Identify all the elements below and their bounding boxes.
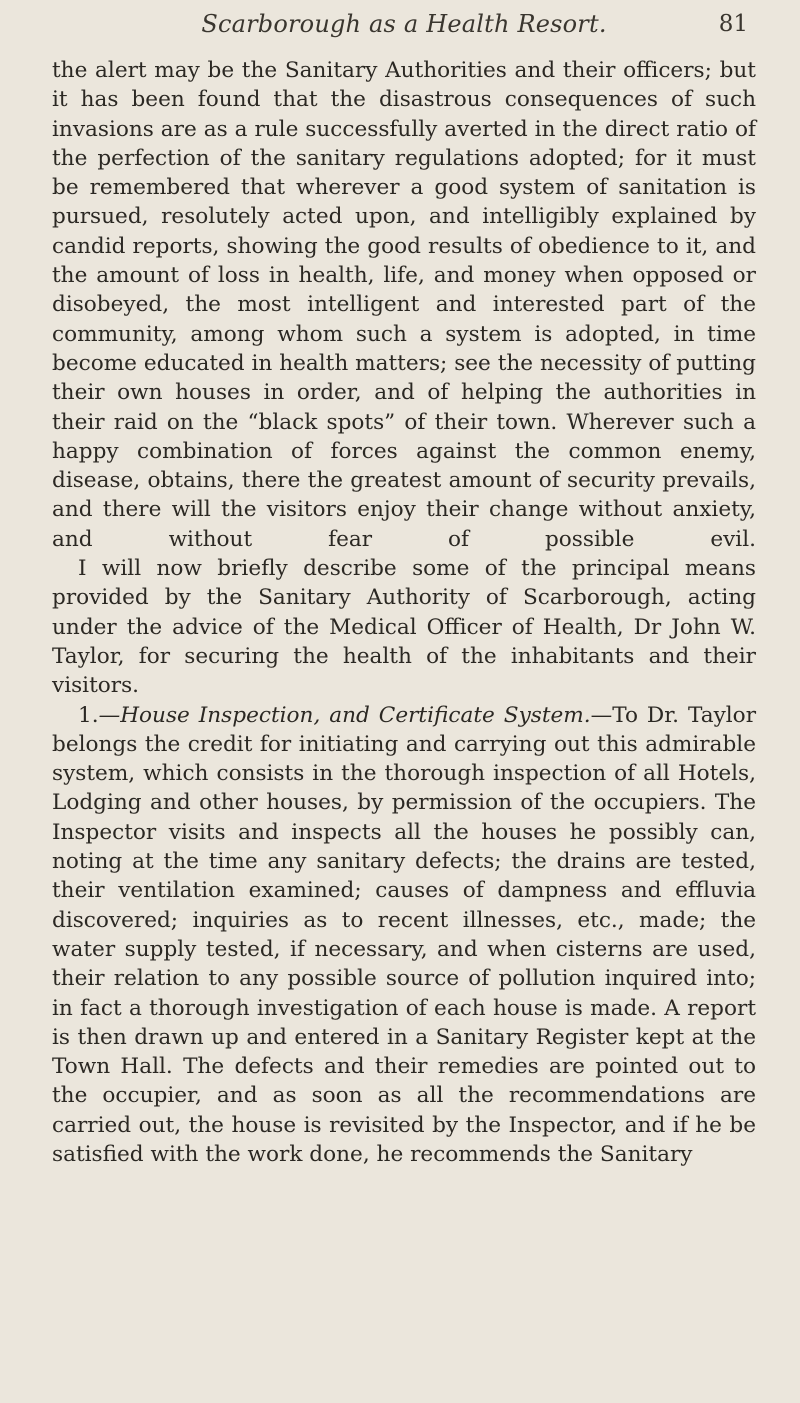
section-body: —To Dr. Taylor belongs the credit for initiating and carrying out this admirable system, which consists in the thorough inspection of all Hotels, Lodging and other houses, by permission of the occupiers. The Inspector visits and inspects all the houses he possibly can, noting at the time any sanitary defects; the drains are tested, their ventilation examined; causes of dampness and effluvia discovered; inquiries as to recent illnesses, etc., made; the water supply tested, if necessary, and when cisterns are used, their relation to any possible source of pollution inquired into; in fact a thorough investigation of each house is made. A report is then drawn up and entered in a Sanitary Register kept at the Town Hall. The defects and their remedies are pointed out to the occupier, and as soon as all the recommendations are carried out, the house is revisited by the Inspector, and if he be satisfied with the work done, he recommends the Sanitary: [52, 702, 757, 1167]
section-number: 1.: [78, 702, 99, 728]
paragraph-3: [52, 701, 756, 1170]
running-head: [52, 6, 756, 42]
paragraph-2: I will now briefly describe some of the principal means provided by the Sanitary Authority of Scarborough, acting under the advice of the Medical Officer of Health, Dr John W. Taylor, for securing the health of the inhabitants and their visitors.: [52, 556, 756, 699]
paragraph-1: the alert may be the Sanitary Authorities and their officers; but it has been found that the disastrous consequences of such invasions are as a rule successfully averted in the direct ratio of the perfection of the sanitary regulations adopted; for it must be remembered that wherever a good system of sanitation is pursued, resolutely acted upon, and intelligibly explained by candid reports, showing the good results of obedience to it, and the amount of loss in health, life, and money when opposed or disobeyed, the most intelligent and interested part of the community, among whom such a system is adopted, in time become educated in health matters; see the necessity of putting their own houses in order, and of helping the authorities in their raid on the “black spots” of their town. Wherever such a happy combination of forces against the common enemy, disease, obtains, there the greatest amount of security prevails, and there will the visitors enjoy their change without anxiety, and without fear of possible evil.: [52, 58, 756, 552]
page-number: 81: [718, 11, 748, 37]
body-text: [52, 56, 756, 1169]
running-title: Scarborough as a Health Resort.: [201, 10, 607, 38]
section-heading: —House Inspection, and Certificate System.: [98, 702, 591, 728]
